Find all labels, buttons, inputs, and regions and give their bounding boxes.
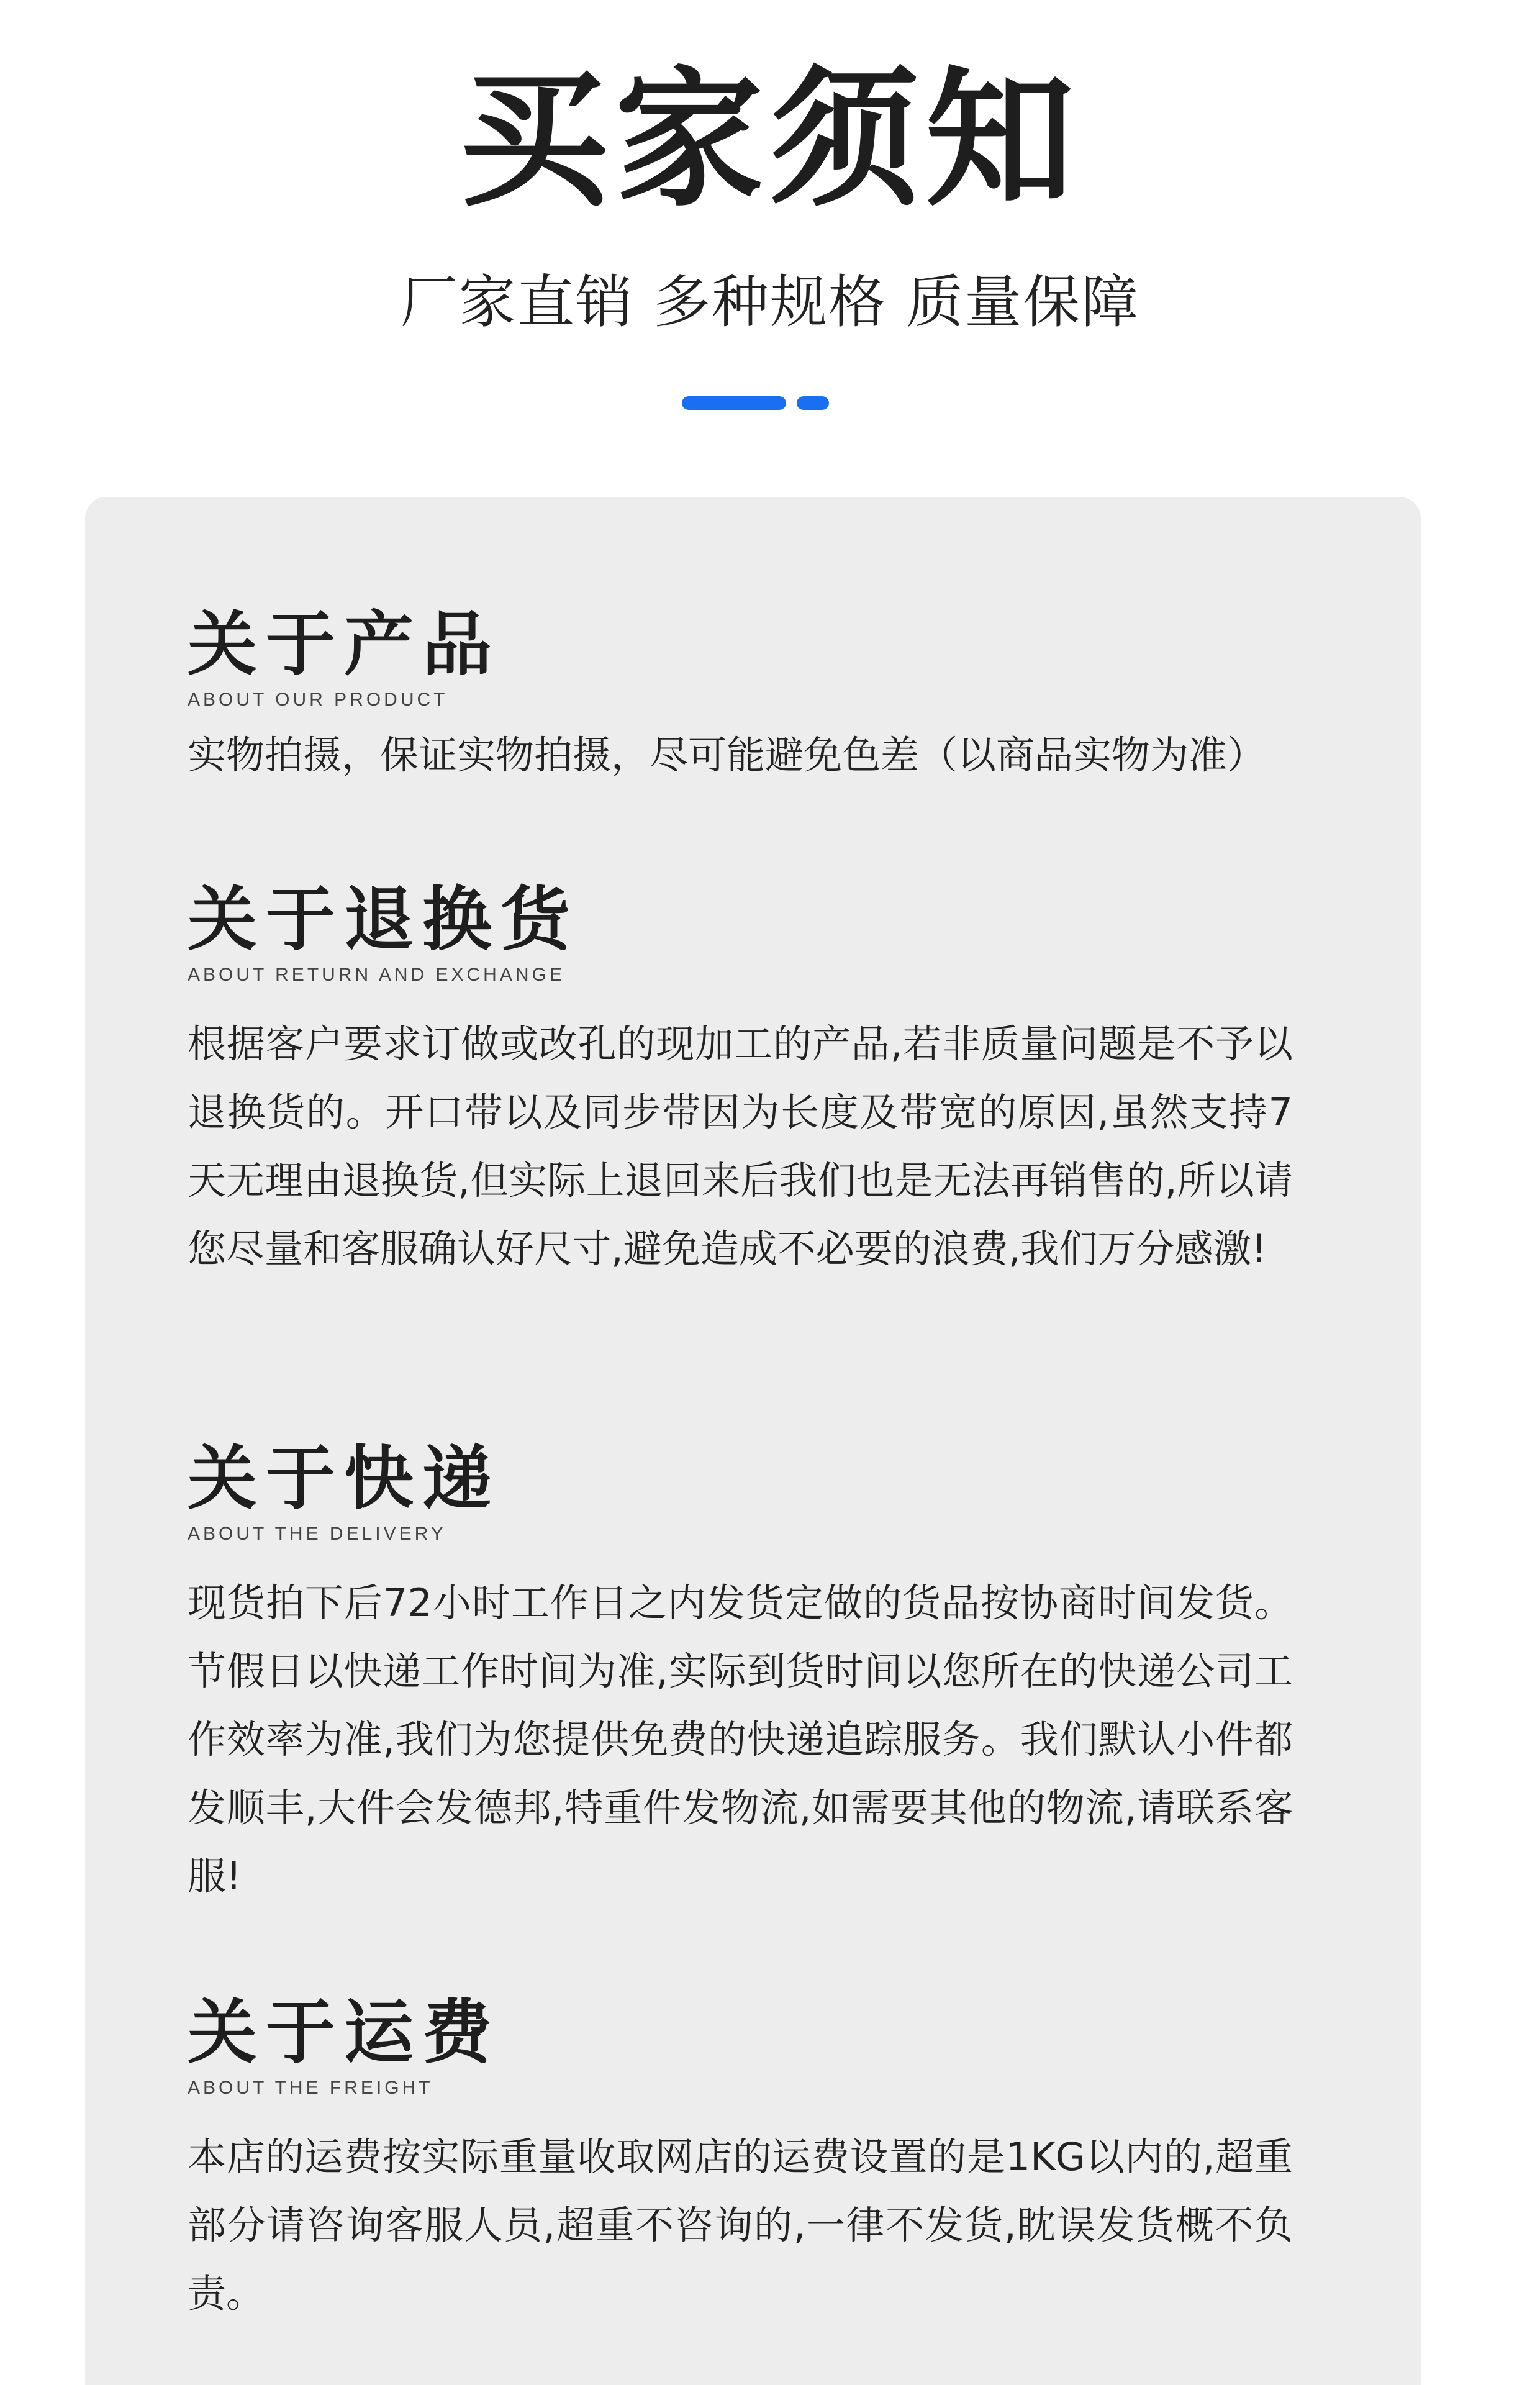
section-body: 根据客户要求订做或改孔的现加工的产品,若非质量问题是不予以退换货的。开口带以及同步带因为长度及带宽的原因,虽然支持7天无理由退换货,但实际上退回来后我们也是无法再销售的,所以请您尽量和客服确认好尺寸,避免造成不必要的浪费,我们万分感激!: [188, 1021, 1293, 1271]
section-title: 关于产品: [188, 604, 500, 685]
section-subtitle: ABOUT RETURN AND EXCHANGE: [188, 965, 565, 985]
section-title: 关于运费: [188, 1992, 500, 2073]
accent-bar-long: [682, 396, 786, 410]
section-body: 本店的运费按实际重量收取网店的运费设置的是1KG以内的,超重部分请咨询客服人员,超重不咨询的,一律不发货,眈误发货概不负责。: [188, 2134, 1293, 2316]
page-title: 买家须知: [459, 53, 1080, 227]
section-subtitle: ABOUT THE FREIGHT: [188, 2078, 433, 2098]
section-delivery: [188, 1440, 1305, 1910]
section-subtitle: ABOUT OUR PRODUCT: [188, 689, 448, 710]
section-body: 实物拍摄，保证实物拍摄，尽可能避免色差（以商品实物为准）: [188, 732, 1266, 778]
accent-bar-short: [797, 396, 829, 410]
section-title: 关于退换货: [188, 879, 579, 960]
section-title: 关于快递: [188, 1438, 500, 1519]
page-subtitle: 厂家直销 多种规格 质量保障: [400, 269, 1140, 335]
section-return: [188, 881, 1305, 1283]
section-freight: [188, 1994, 1305, 2328]
section-subtitle: ABOUT THE DELIVERY: [188, 1524, 446, 1544]
section-body: 现货拍下后72小时工作日之内发货定做的货品按协商时间发货。节假日以快递工作时间为准,实际到货时间以您所在的快递公司工作效率为准,我们为您提供免费的快递追踪服务。我们默认小件都发顺丰,大件会发德邦,特重件发物流,如需要其他的物流,请联系客服!: [188, 1580, 1293, 1899]
page-header: [0, 0, 1540, 484]
section-product: [188, 606, 1305, 789]
